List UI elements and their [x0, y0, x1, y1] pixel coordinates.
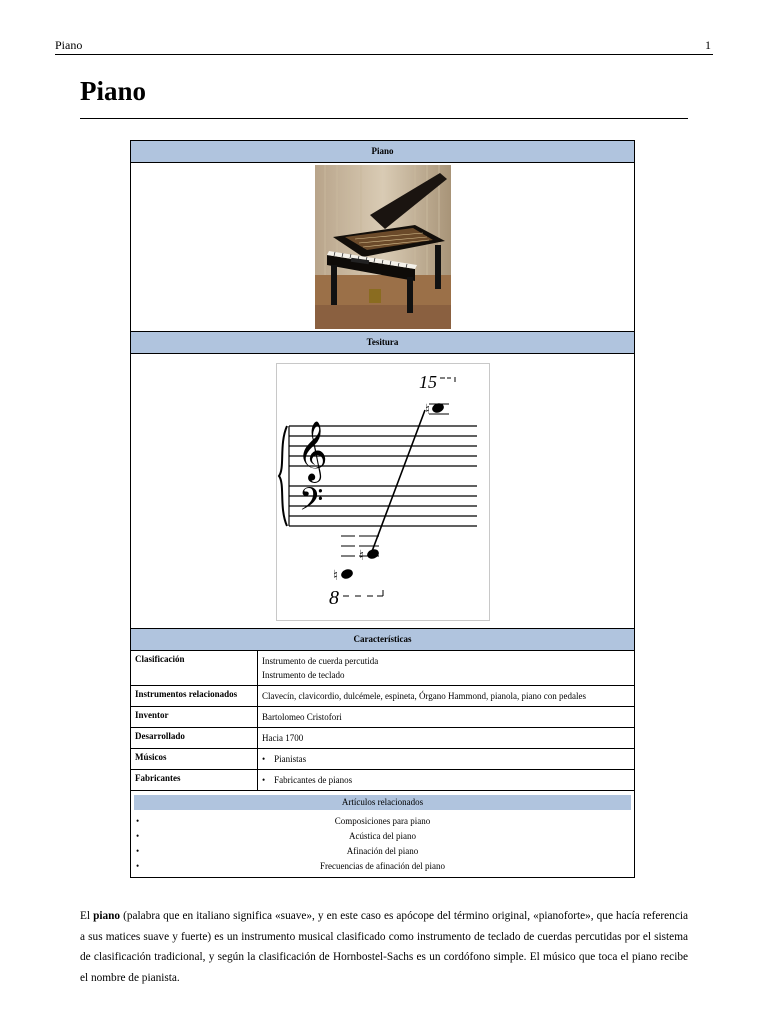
row-label: Músicos: [131, 749, 258, 770]
bullet: •: [262, 775, 266, 785]
row-label: Clasificación: [131, 651, 258, 686]
infobox-row-relacionados: [131, 686, 635, 707]
svg-text:♮: ♮: [332, 568, 338, 584]
bullet: •: [136, 831, 140, 841]
row-value-link[interactable]: Pianistas: [274, 754, 307, 764]
row-label: Fabricantes: [131, 770, 258, 791]
body-paragraph: [80, 906, 688, 988]
characteristics-header: Características: [131, 629, 635, 651]
row-value-link[interactable]: Instrumento de teclado: [262, 670, 345, 680]
row-label: Inventor: [131, 707, 258, 728]
piano-photo[interactable]: [315, 165, 451, 329]
row-value-link[interactable]: Bartolomeo Cristofori: [258, 707, 635, 728]
row-value-link[interactable]: Clavecín, clavicordio, dulcémele, espineta, Órgano Hammond, pianola, piano con pedales: [258, 686, 635, 707]
row-value: Hacia 1700: [258, 728, 635, 749]
running-header: [55, 38, 713, 55]
row-label: Instrumentos relacionados: [131, 686, 258, 707]
infobox-row-desarrollado: [131, 728, 635, 749]
infobox-row-fabricantes: [131, 770, 635, 791]
svg-text:♮: ♮: [358, 548, 364, 564]
body-bold-term: piano: [93, 910, 121, 922]
title-rule: [80, 118, 688, 119]
infobox-row-clasificacion: [131, 651, 635, 686]
body-text: (palabra que en italiano significa «suave», y en este caso es apócope del término original, «pianoforte», que hacía referencia a sus matices suave y fuerte) es un instrumento musical clasificado como instrumento de teclado de cuerdas percutidas por el sistema de clasificación tradicional, y según la clasificación de Hornbostel-Sachs es un cordófono simple. El músico que toca el piano recibe el nombre de pianista.: [80, 910, 688, 984]
tessitura-top-label: 15: [418, 372, 437, 392]
tessitura-header: Tesitura: [131, 332, 635, 354]
related-link[interactable]: Composiciones para piano: [334, 816, 431, 826]
bullet: •: [136, 861, 140, 871]
related-item[interactable]: [134, 859, 631, 874]
row-value-link[interactable]: Fabricantes de pianos: [274, 775, 353, 785]
infobox-row-musicos: [131, 749, 635, 770]
bass-clef-icon: 𝄢: [298, 481, 323, 525]
infobox-title: Piano: [131, 141, 635, 163]
bullet: •: [262, 754, 266, 764]
infobox: [130, 140, 635, 878]
related-link[interactable]: Afinación del piano: [346, 846, 419, 856]
related-item[interactable]: [134, 829, 631, 844]
related-header: Artículos relacionados: [134, 795, 631, 810]
svg-text:♮: ♮: [424, 402, 430, 418]
infobox-row-inventor: [131, 707, 635, 728]
related-link[interactable]: Acústica del piano: [349, 831, 416, 841]
page-number: 1: [705, 38, 711, 52]
related-item[interactable]: [134, 814, 631, 829]
row-value-link[interactable]: Instrumento de cuerda percutida: [262, 656, 379, 666]
related-link[interactable]: Frecuencias de afinación del piano: [320, 861, 445, 871]
body-lead: El: [80, 910, 94, 922]
treble-clef-icon: 𝄞: [296, 421, 328, 481]
header-title: Piano: [55, 38, 83, 52]
tessitura-score: [276, 363, 490, 621]
row-label: Desarrollado: [131, 728, 258, 749]
page-title: Piano: [80, 76, 147, 106]
related-articles: [131, 791, 635, 878]
bullet: •: [136, 816, 140, 826]
bullet: •: [136, 846, 140, 856]
related-item[interactable]: [134, 844, 631, 859]
tessitura-bottom-label: 8: [328, 587, 339, 609]
